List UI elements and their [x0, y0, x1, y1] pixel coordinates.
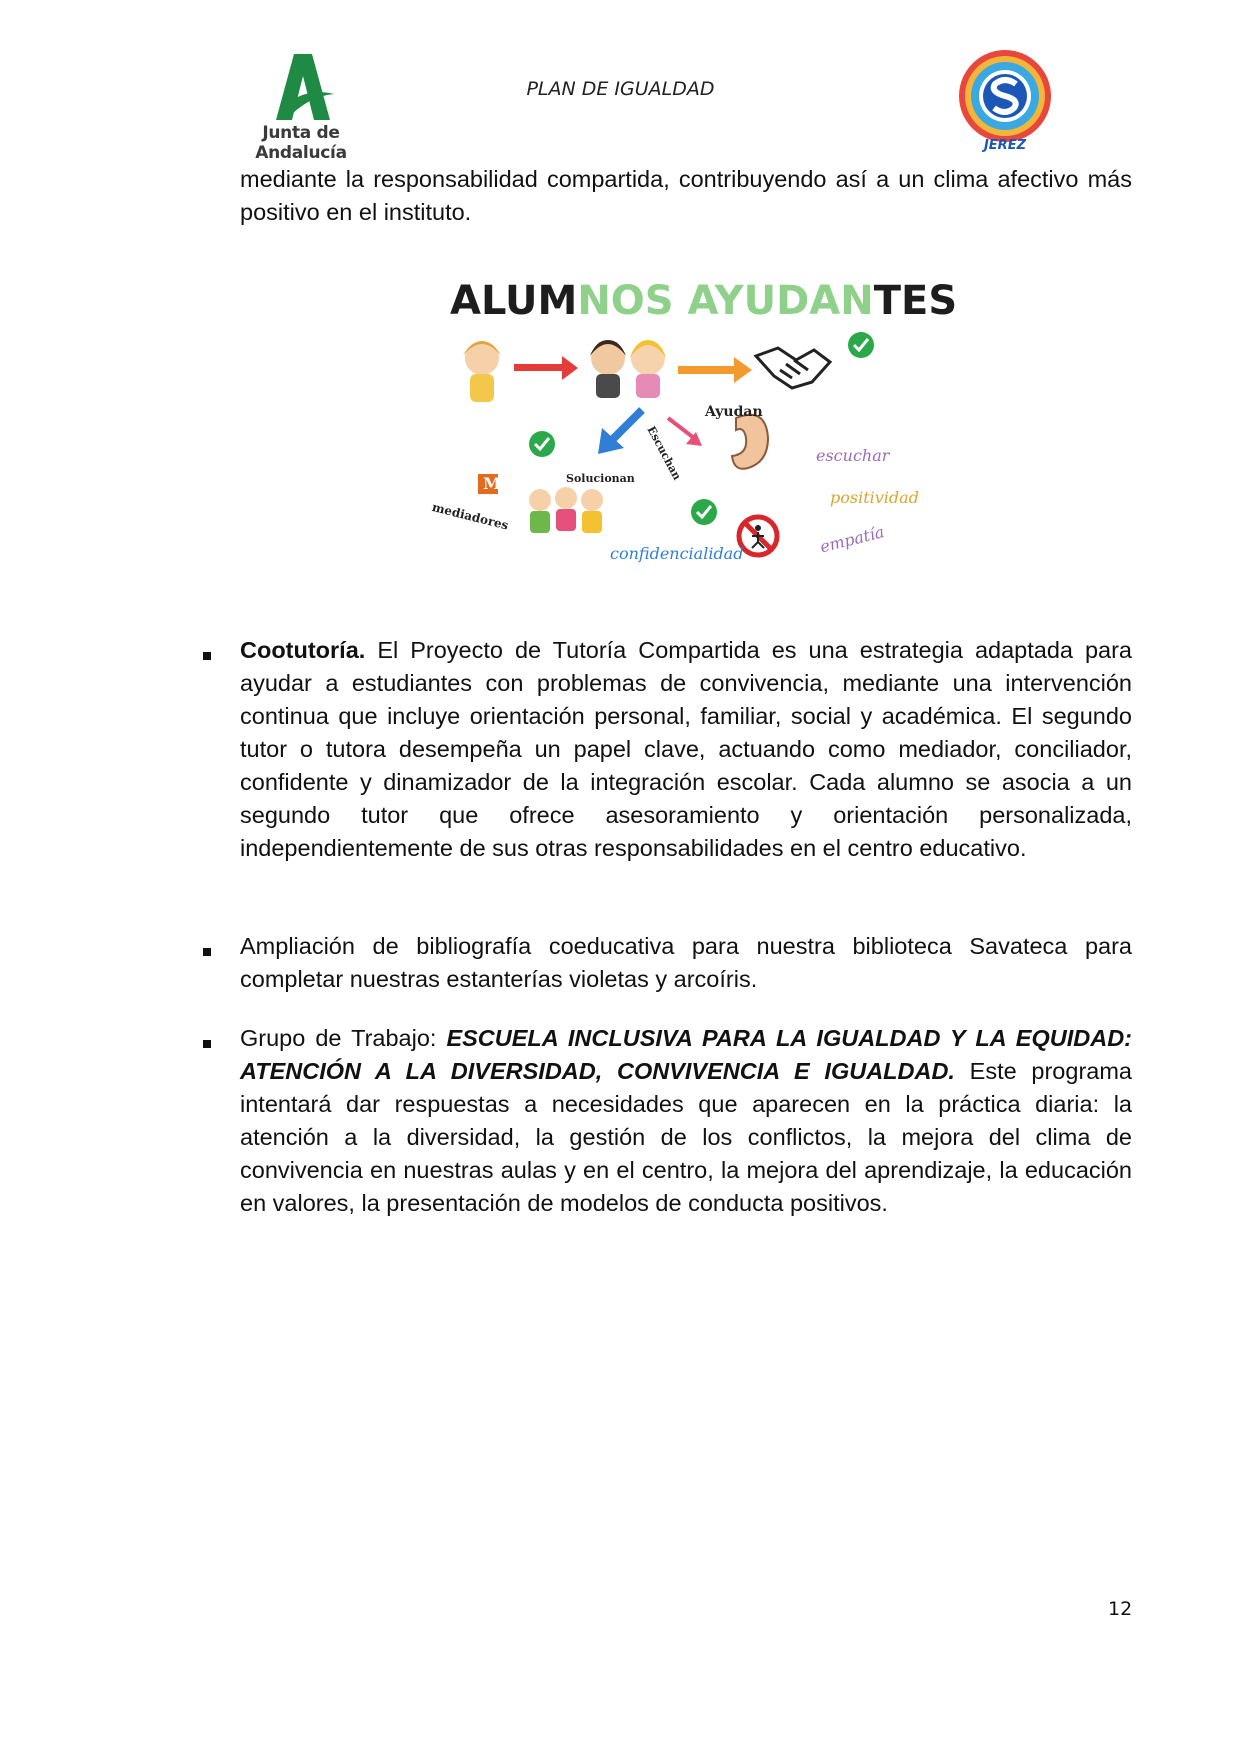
school-logo-text: JEREZ — [983, 138, 1027, 153]
red-arrow-icon — [514, 356, 578, 380]
label-confidencialidad: confidencialidad — [610, 544, 744, 563]
label-mediadores: mediadores — [430, 500, 510, 533]
label-positividad: positividad — [830, 488, 919, 507]
bullet-cootutoria-text — [240, 634, 1132, 865]
label-empatia: empatía — [818, 522, 887, 557]
school-logo-emblem — [950, 48, 1060, 144]
figure-title-part-3: TES — [873, 278, 958, 324]
crying-girl-icon — [463, 341, 501, 402]
junta-logo-text: Junta de Andalucía — [255, 123, 347, 163]
bullet-grupo-trabajo-lead: Grupo de Trabajo: — [240, 1025, 447, 1051]
ear-icon — [732, 415, 768, 469]
page-header-title: PLAN DE IGUALDAD — [526, 78, 715, 100]
page-number: 12 — [1108, 1598, 1133, 1620]
pink-arrow-icon — [668, 418, 702, 446]
blue-arrow-icon — [598, 410, 642, 454]
bullet-marker — [203, 1040, 211, 1048]
label-escuchan: Escuchan — [644, 424, 684, 483]
bullet-grupo-trabajo-body: Este programa intentará dar respuestas a necesidades que aparecen en la práctica diaria: la atención a la diversidad, la gestión de los conflictos, la mejora del clima de convivencia en nuestras aulas y en el centro, la mejora del aprendizaje, la educación en valores, la presentación de modelos de conducta positivos. — [240, 1058, 1132, 1216]
figure-title-part-1: ALUM — [450, 278, 578, 324]
kids-group-icon — [529, 487, 603, 533]
figure-title-part-2: NOS AYUDAN — [577, 278, 874, 324]
blonde-girl-icon — [630, 340, 666, 398]
handshake-icon — [756, 348, 830, 388]
check-icon-top — [848, 332, 874, 358]
bullet-cootutoria-lead: Cootutoría. — [240, 637, 366, 663]
label-escuchar: escuchar — [816, 446, 890, 465]
check-icon-bottom — [691, 499, 717, 525]
bullet-marker — [203, 948, 211, 956]
label-solucionan: Solucionan — [566, 472, 635, 485]
orange-arrow-icon — [678, 357, 752, 383]
label-m: M — [483, 474, 501, 493]
intro-continuation: mediante la responsabilidad compartida, contribuyendo así a un clima afectivo más positivo en el instituto. — [240, 166, 1132, 225]
bullet-cootutoria-body: El Proyecto de Tutoría Compartida es una estrategia adaptada para ayudar a estudiantes con problemas de convivencia, mediante una intervención continua que incluye orientación personal, familiar, social y académica. El segundo tutor o tutora desempeña un papel clave, actuando como mediador, conciliador, confidente y dinamizador de la integración escolar. Cada alumno se asocia a un segundo tutor que ofrece asesoramiento y orientación personalizada, independientemente de sus otras responsabilidades en el centro educativo. — [240, 637, 1132, 861]
bullet-grupo-trabajo-title: ESCUELA INCLUSIVA PARA LA IGUALDAD Y LA EQUIDAD: ATENCIÓN A LA DIVERSIDAD, CONVIVENCIA E IGUALDAD. — [240, 1025, 1132, 1084]
alumnos-ayudantes-figure — [430, 278, 958, 568]
boy-icon — [590, 340, 626, 398]
check-icon-left — [529, 431, 555, 457]
prohibited-icon — [739, 517, 777, 555]
bullet-bibliografia-text: Ampliación de bibliografía coeducativa para nuestra biblioteca Savateca para completar nuestras estanterías violetas y arcoíris. — [240, 933, 1132, 992]
label-ayudan: Ayudan — [705, 404, 763, 420]
school-logo — [950, 48, 1060, 160]
bullet-marker — [203, 652, 211, 660]
bullet-grupo-trabajo-text — [240, 1022, 1132, 1220]
